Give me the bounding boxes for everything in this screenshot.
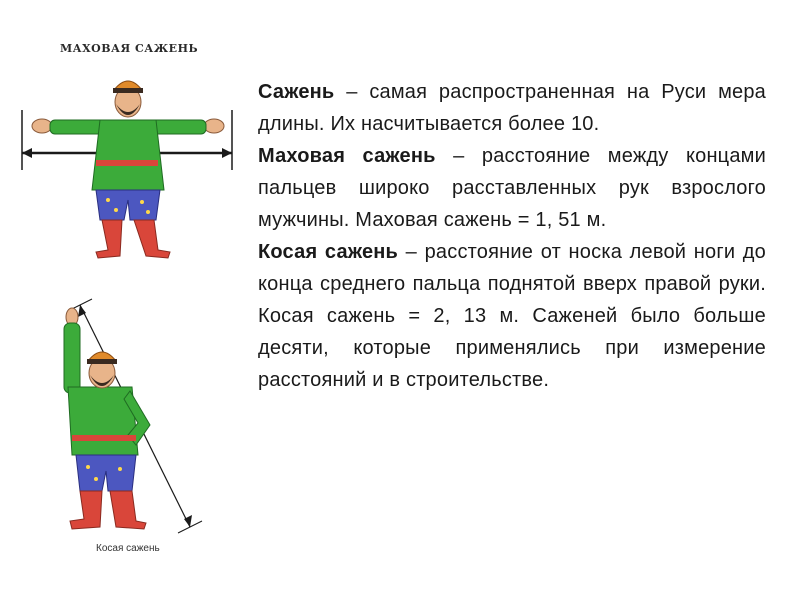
kosaya-sazhen-caption: Косая сажень — [96, 543, 160, 554]
kosaya-sazhen-illustration — [40, 295, 210, 545]
term-mahovaya: Маховая сажень — [258, 145, 436, 167]
paragraph-sazhen — [258, 76, 766, 140]
term-kosaya: Косая сажень — [258, 241, 399, 263]
body-mahovaya: – расстояние между концами пальцев широко расставленных рук взрослого мужчины. Маховая сажень = 1, 51 м. — [258, 145, 766, 231]
mahovaya-sazhen-illustration — [18, 60, 238, 280]
mahovaya-sazhen-caption: МАХОВАЯ САЖЕНЬ — [60, 42, 199, 55]
paragraph-mahovaya — [258, 140, 766, 236]
paragraph-kosaya — [258, 236, 766, 396]
term-sazhen: Сажень — [258, 81, 335, 103]
body-kosaya: – расстояние от носка левой ноги до конца среднего пальца поднятой вверх правой руки. Косая сажень = 2, 13 м. Саженей было больше десяти, которые применялись при измерение расстояний и в строительстве. — [258, 241, 766, 391]
definitions-text — [258, 76, 766, 396]
body-sazhen: – самая распространенная на Руси мера длины. Их насчитывается более 10. — [258, 81, 766, 135]
